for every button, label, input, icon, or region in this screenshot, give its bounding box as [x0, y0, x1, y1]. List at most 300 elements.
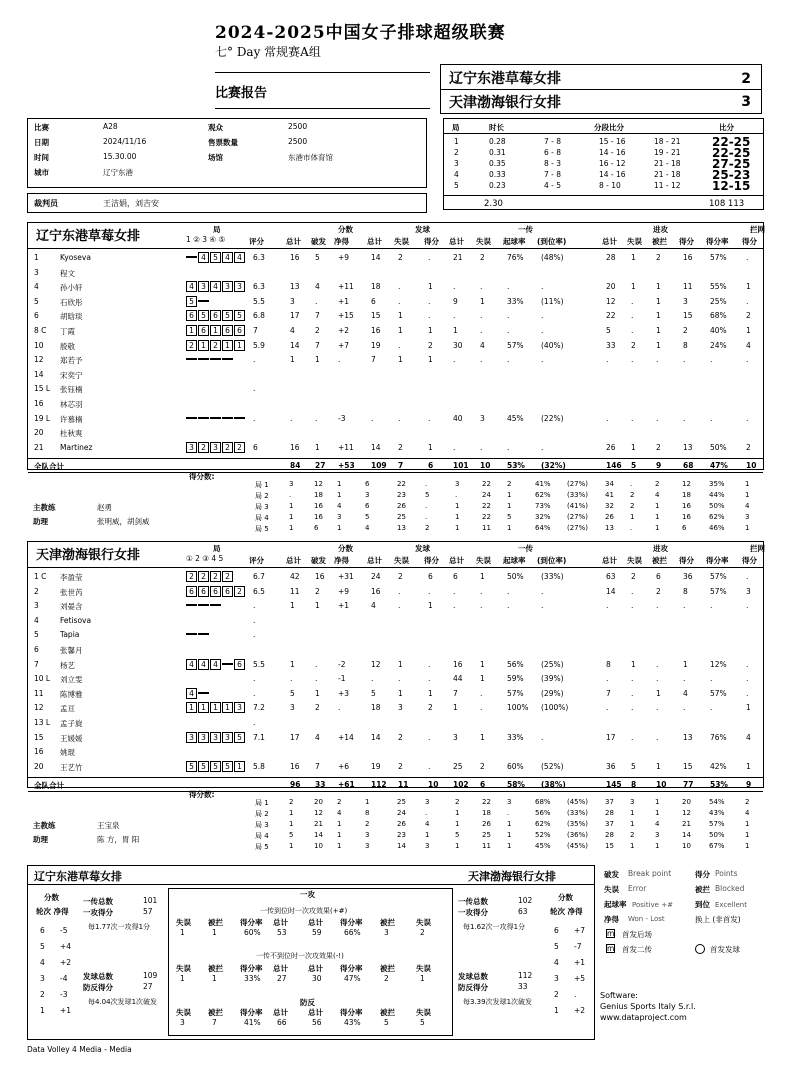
rotation-pos: 3 — [234, 281, 245, 292]
per-set-i: 1 — [507, 842, 512, 850]
cell-tot: 1 — [290, 659, 295, 669]
report-label: 比赛报告 — [215, 86, 268, 101]
cell-se: 1 — [398, 311, 403, 321]
cell-se: . — [398, 674, 401, 684]
rotation-cells — [186, 600, 221, 611]
cell-re: 1 — [480, 659, 485, 669]
per-set-k: (27%) — [567, 513, 589, 521]
cell-at: 63 — [606, 572, 616, 581]
per-set-h: 11 — [482, 524, 491, 532]
total-apc: 53% — [710, 780, 728, 790]
col-at: 总计 — [602, 237, 617, 246]
cell-no: 4 — [34, 282, 39, 292]
rotation-pos: 3 — [198, 281, 209, 292]
col-ap: 得分 — [679, 556, 694, 565]
rotation-cells — [186, 702, 245, 713]
cell-sp: 2 — [428, 703, 433, 713]
cell-b: . — [746, 355, 749, 365]
cell-no: 10 L — [34, 674, 51, 684]
per-set-f: . — [425, 809, 428, 817]
per-set-b: 20 — [314, 798, 323, 806]
cell-sp: 1 — [428, 326, 433, 335]
cell-re: 2 — [480, 761, 485, 771]
col-group-recep: 一传 — [518, 544, 533, 553]
cell-rt: . — [453, 311, 456, 321]
rot-num: 6 — [554, 926, 559, 935]
per-set-row — [27, 502, 764, 513]
col-rx: (到位率) — [537, 237, 567, 246]
sum-val: 47% — [344, 974, 361, 983]
cell-name: 丁霞 — [60, 327, 75, 336]
match-info: 比赛 A28 日期 2024/11/16 时间 15.30.00 城市 辽宁东港 观众 2500 售票数量 2500 场馆 东港市体育馆 — [27, 118, 427, 188]
per-set-n: 3 — [655, 831, 660, 839]
total-tot: 96 — [290, 780, 301, 790]
col-rp: 起球率 — [503, 556, 526, 565]
cell-rt: 9 — [453, 296, 458, 306]
per-set-p: 35% — [709, 480, 725, 488]
per-set-o: 16 — [682, 513, 691, 521]
per-set-a: 5 — [289, 831, 294, 839]
total-rt: 101 — [453, 461, 469, 471]
cell-no: 5 — [34, 296, 39, 306]
per-set-k: (33%) — [567, 491, 589, 499]
cell-ap: 8 — [683, 340, 688, 350]
rot-num: 3 — [554, 974, 559, 983]
per-set-e: 14 — [397, 842, 406, 850]
rot-wl: +7 — [574, 926, 586, 935]
cell-no: 3 — [34, 601, 39, 611]
cell-apc: 68% — [710, 311, 727, 321]
cell-tot: . — [290, 674, 293, 684]
per-set-num: 局 4 — [255, 514, 269, 522]
cell-se: 2 — [398, 732, 403, 742]
rotation-cells — [186, 252, 245, 263]
cell-ab: 1 — [656, 311, 661, 321]
per-set-i: 5 — [507, 513, 512, 521]
cell-name: 郑若予 — [60, 356, 83, 366]
h-serve-note: 每4.04次发球1次破发 — [88, 998, 158, 1006]
set-number: 2 — [454, 148, 459, 157]
set-duration: 0.31 — [489, 148, 506, 157]
col-group-points: 分数 — [338, 225, 353, 234]
cell-b: 4 — [746, 340, 751, 350]
cell-no: 3 — [34, 267, 39, 277]
player-row — [28, 716, 763, 730]
per-set-p: 54% — [709, 798, 725, 806]
total-re: 10 — [480, 461, 491, 471]
cell-se: . — [398, 601, 401, 611]
rotation-cells — [186, 586, 245, 597]
a-recep-label: 一传总数 — [458, 897, 488, 906]
total-rt: 102 — [453, 780, 469, 790]
footer: Data Volley 4 Media - Media — [27, 1045, 132, 1054]
cell-rt: 1 — [453, 326, 458, 335]
a-serve-pts-label: 防反得分 — [458, 983, 488, 992]
cell-bp: 1 — [315, 355, 320, 365]
sum-head: 失误 — [176, 964, 191, 973]
rotation-pos: 4 — [198, 659, 209, 670]
cell-rx: (39%) — [541, 674, 564, 684]
cell-ap: 8 — [683, 586, 688, 596]
cell-wl: +15 — [338, 311, 354, 321]
set-score: 22-25 — [712, 146, 751, 160]
per-set-h: 22 — [482, 513, 491, 521]
serve-icon — [695, 944, 705, 954]
col-group-att: 进攻 — [653, 225, 668, 234]
a-serve-label: 发球总数 — [458, 972, 488, 981]
rot-wl: +2 — [574, 1006, 586, 1015]
cell-b: 2 — [746, 311, 751, 321]
cell-bp: 1 — [315, 688, 320, 698]
cell-vote: . — [253, 413, 256, 423]
set-partial: 14 - 16 — [599, 148, 626, 157]
cell-name: 王艺竹 — [60, 762, 83, 772]
sets-head-dur: 时长 — [489, 123, 504, 132]
sub-mark — [234, 413, 245, 419]
per-set-num: 局 4 — [255, 832, 269, 840]
cell-rt: 44 — [453, 674, 463, 684]
col-se: 失误 — [394, 556, 409, 565]
cell-rp: . — [507, 355, 510, 365]
rotation-pos: 2 — [222, 442, 233, 453]
cell-sp: 6 — [428, 572, 433, 581]
per-set-n: 1 — [655, 809, 660, 817]
cell-tot: 1 — [290, 355, 295, 365]
teams-score-box — [440, 64, 762, 114]
player-row — [28, 295, 763, 309]
cell-rp: . — [507, 601, 510, 611]
cell-no: 21 — [34, 442, 44, 452]
cell-ap: . — [683, 674, 686, 684]
a-recep-pts: 63 — [518, 907, 528, 916]
sum-head: 得分率 — [340, 918, 363, 927]
total-re: 6 — [480, 780, 486, 790]
cell-ae: 1 — [631, 442, 636, 452]
rotation-pos: 4 — [210, 659, 221, 670]
per-set-num: 局 5 — [255, 843, 269, 851]
cell-ae: . — [631, 703, 634, 713]
per-set-row — [27, 491, 764, 502]
cell-name: 李盈莹 — [60, 573, 83, 582]
cell-st: 5 — [371, 688, 376, 698]
sum-head: 被拦 — [380, 964, 395, 973]
per-set-g: 2 — [455, 798, 460, 806]
cell-name: 刘晏含 — [60, 602, 83, 612]
player-row — [28, 353, 763, 367]
cell-rx: . — [541, 601, 544, 611]
per-set-o: 20 — [682, 798, 691, 806]
rot-wl: +2 — [60, 958, 72, 967]
rotation-pos: 3 — [222, 281, 233, 292]
total-rp: 58% — [507, 780, 525, 790]
cell-rp: 33% — [507, 732, 524, 742]
cell-vote: 6.8 — [253, 311, 265, 321]
rotation-pos: 3 — [210, 732, 221, 743]
per-set-g: 1 — [455, 842, 460, 850]
cell-name: 石欣彤 — [60, 297, 83, 307]
per-set-a: 1 — [289, 513, 294, 521]
total-at: 145 — [606, 780, 622, 790]
sub-mark — [186, 629, 197, 635]
per-set-h: 11 — [482, 842, 491, 850]
cell-rp: 57% — [507, 340, 524, 350]
cell-wl: +7 — [338, 340, 350, 350]
per-set-g: 1 — [455, 524, 460, 532]
per-set-h: 26 — [482, 820, 491, 828]
cell-ae: 2 — [631, 572, 636, 581]
player-row — [28, 672, 763, 686]
cell-b: . — [746, 413, 749, 423]
cell-re: . — [480, 601, 483, 611]
per-set-k: (33%) — [567, 809, 589, 817]
cell-apc: 40% — [710, 326, 727, 335]
cell-b: 1 — [746, 761, 751, 771]
cell-ap: 13 — [683, 732, 693, 742]
total-b: 9 — [746, 780, 752, 790]
col-group-block: 拦网 — [750, 225, 765, 234]
player-row — [28, 368, 763, 382]
cell-ap: . — [683, 703, 686, 713]
cell-sp: . — [428, 413, 431, 423]
h-serve-tot: 109 — [143, 971, 158, 980]
per-set-row — [27, 480, 764, 491]
rotation-pos: 1 — [210, 325, 221, 336]
cell-st: 24 — [371, 572, 381, 581]
cell-re: 3 — [480, 413, 485, 423]
cell-b: . — [746, 601, 749, 611]
cell-ap: 15 — [683, 761, 693, 771]
rotation-cells — [186, 310, 245, 321]
per-set-i: 1 — [507, 491, 512, 499]
cell-vote: . — [253, 601, 256, 611]
cell-tot: 3 — [290, 703, 295, 713]
cell-tot: 16 — [290, 442, 300, 452]
total-apc: 47% — [710, 461, 728, 471]
sum-head: 得分率 — [340, 1008, 363, 1017]
rotation-pos: 4 — [186, 281, 197, 292]
player-row — [28, 397, 763, 411]
sub-mark — [210, 600, 221, 606]
col-apc: 得分率 — [706, 556, 729, 565]
cell-st: 18 — [371, 703, 381, 713]
set-partial: 8 - 3 — [544, 159, 562, 168]
total-bp: 33 — [315, 780, 326, 790]
a-recep-note: 每1.62次一攻得1分 — [463, 923, 526, 931]
rot-num: 4 — [40, 958, 45, 967]
cell-wl: +9 — [338, 586, 350, 596]
total-ap: 77 — [683, 780, 694, 790]
cell-st: 19 — [371, 761, 381, 771]
cell-st: 6 — [371, 296, 376, 306]
cell-at: . — [606, 674, 609, 684]
sub-mark — [186, 252, 197, 258]
assistant-name: 陈 方，胃 阳 — [97, 835, 140, 844]
per-set-c: 2 — [337, 798, 342, 806]
per-set-d: 3 — [365, 842, 370, 850]
team-name: 辽宁东港草莓女排 — [36, 229, 141, 244]
cell-no: 11 — [34, 688, 44, 698]
col-rx: (到位率) — [537, 556, 567, 565]
coach-label: 主教练 — [33, 821, 56, 830]
cell-st: . — [371, 674, 374, 684]
total-duration: 2.30 — [484, 199, 503, 209]
player-row — [28, 266, 763, 280]
cell-ab: 2 — [656, 442, 661, 452]
rot-num: 5 — [40, 942, 45, 951]
rotation-pos: 3 — [210, 442, 221, 453]
cell-ab: 1 — [656, 340, 661, 350]
cell-bp: 16 — [315, 572, 325, 581]
total-rp: 53% — [507, 461, 525, 471]
sum-val: 1 — [212, 974, 217, 983]
sum-val: 3 — [384, 928, 389, 937]
set-partial: 6 - 8 — [544, 148, 562, 157]
per-set-c: 3 — [337, 513, 342, 521]
cell-re: 2 — [480, 253, 485, 262]
cell-rx: . — [541, 355, 544, 365]
cell-apc: 57% — [710, 688, 727, 698]
rotation-pos: 1 — [210, 702, 221, 713]
sum-head: 失误 — [416, 918, 431, 927]
sum-head: 总计 — [273, 964, 288, 973]
col-ab: 被拦 — [652, 237, 667, 246]
per-set-c: 4 — [337, 502, 342, 510]
cell-bp: 5 — [315, 253, 320, 262]
per-set-f: 3 — [425, 842, 430, 850]
rotation-pos: 1 — [198, 340, 209, 351]
cell-at: 8 — [606, 659, 611, 669]
rotation-pos: 3 — [186, 732, 197, 743]
h-recep-tot: 101 — [143, 896, 158, 905]
set-partial: 19 - 21 — [654, 148, 681, 157]
cell-bp: 4 — [315, 732, 320, 742]
rotation-pos: 4 — [198, 252, 209, 263]
player-row — [28, 382, 763, 396]
cell-rt: 1 — [453, 703, 458, 713]
bottom-away-name: 天津渤海银行女排 — [468, 870, 556, 883]
total-b: 10 — [746, 461, 757, 471]
per-set-o: 12 — [682, 480, 691, 488]
player-row — [28, 745, 763, 759]
referees: 裁判员 王洁娟，刘吉安 — [27, 193, 427, 213]
per-set-e: 24 — [397, 809, 406, 817]
rotation-pos: 4 — [234, 252, 245, 263]
sum-val: 27 — [277, 974, 287, 983]
cell-se: 3 — [398, 703, 403, 713]
h-serve-pts: 27 — [143, 982, 153, 991]
cell-sp: 1 — [428, 442, 433, 452]
rot-sub: 轮次 净得 — [36, 907, 69, 916]
col-ab: 被拦 — [652, 556, 667, 565]
cell-re: . — [480, 282, 483, 292]
cell-sp: . — [428, 253, 431, 262]
cell-name: Kyoseva — [60, 253, 91, 262]
per-set-d: 3 — [365, 831, 370, 839]
rotation-cells — [186, 281, 245, 292]
cell-no: 5 — [34, 630, 39, 640]
sub-legend: 换上 (非首发) — [695, 915, 741, 924]
per-set-q: 1 — [745, 524, 750, 532]
player-row — [28, 760, 763, 774]
per-set-g: 1 — [455, 809, 460, 817]
cell-name: Tapia — [60, 630, 80, 640]
cell-rp: 76% — [507, 253, 524, 262]
rotation-head: 1 ② 3 ④ ⑤ — [186, 235, 226, 244]
total-at: 146 — [606, 461, 622, 471]
per-set-f: 4 — [425, 820, 430, 828]
player-row — [28, 701, 763, 715]
set-score: 27-25 — [712, 157, 751, 171]
cell-name: 杜秋爽 — [60, 429, 83, 439]
sum-val: 41% — [244, 1018, 261, 1027]
cell-se: 2 — [398, 572, 403, 581]
rotation-pos: 1 — [234, 761, 245, 772]
cell-ab: 2 — [656, 253, 661, 262]
set-number: 5 — [454, 181, 459, 190]
set-number: 3 — [454, 159, 459, 168]
cell-apc: 50% — [710, 442, 727, 452]
per-set-h: 24 — [482, 491, 491, 499]
rotation-cells — [186, 629, 209, 640]
cell-bp: 2 — [315, 703, 320, 713]
cell-name: 孟子旋 — [60, 719, 83, 728]
cell-at: 14 — [606, 586, 616, 596]
player-row — [28, 614, 763, 628]
cell-bp: 7 — [315, 311, 320, 321]
set-partial: 4 - 5 — [544, 181, 562, 190]
cell-rt: 21 — [453, 253, 463, 262]
cell-b: . — [746, 296, 749, 306]
cell-vote: 6.3 — [253, 282, 265, 292]
col-wl: 净得 — [334, 556, 349, 565]
cell-bp: 7 — [315, 761, 320, 771]
cell-ae: . — [631, 355, 634, 365]
cell-vote: 6.3 — [253, 253, 265, 262]
cell-no: 16 — [34, 399, 44, 408]
h-recep-pts: 57 — [143, 907, 153, 916]
cell-ae: . — [631, 586, 634, 596]
set-scores-table — [443, 118, 764, 210]
cell-rt: 3 — [453, 732, 458, 742]
player-row — [28, 412, 763, 426]
rotation-pos: 3 — [198, 732, 209, 743]
summary-panel — [27, 865, 595, 1040]
sum-val: 1 — [180, 974, 185, 983]
cell-vote: 7.2 — [253, 703, 265, 713]
player-row — [28, 251, 763, 265]
set-partial: 21 - 18 — [654, 159, 681, 168]
per-set-num: 局 1 — [255, 799, 269, 807]
cell-tot: 5 — [290, 688, 295, 698]
rotation-cells — [186, 732, 245, 743]
rotation-pos: 5 — [210, 761, 221, 772]
h-recep-note: 每1.77次一攻得1分 — [88, 923, 151, 931]
col-group-recep: 一传 — [518, 225, 533, 234]
cell-ab: . — [656, 413, 659, 423]
col-group-points: 分数 — [338, 544, 353, 553]
per-set-d: 6 — [365, 480, 370, 488]
sum-head: 总计 — [308, 918, 323, 927]
cell-b: . — [746, 688, 749, 698]
cell-se: 2 — [398, 761, 403, 771]
cell-vote: . — [253, 384, 256, 394]
per-set-q: 1 — [745, 491, 750, 499]
rotation-pos: 1 — [186, 325, 197, 336]
cell-name: 张钰楠 — [60, 385, 83, 395]
player-row — [28, 628, 763, 642]
per-set-i: 1 — [507, 831, 512, 839]
cell-apc: 42% — [710, 761, 727, 771]
